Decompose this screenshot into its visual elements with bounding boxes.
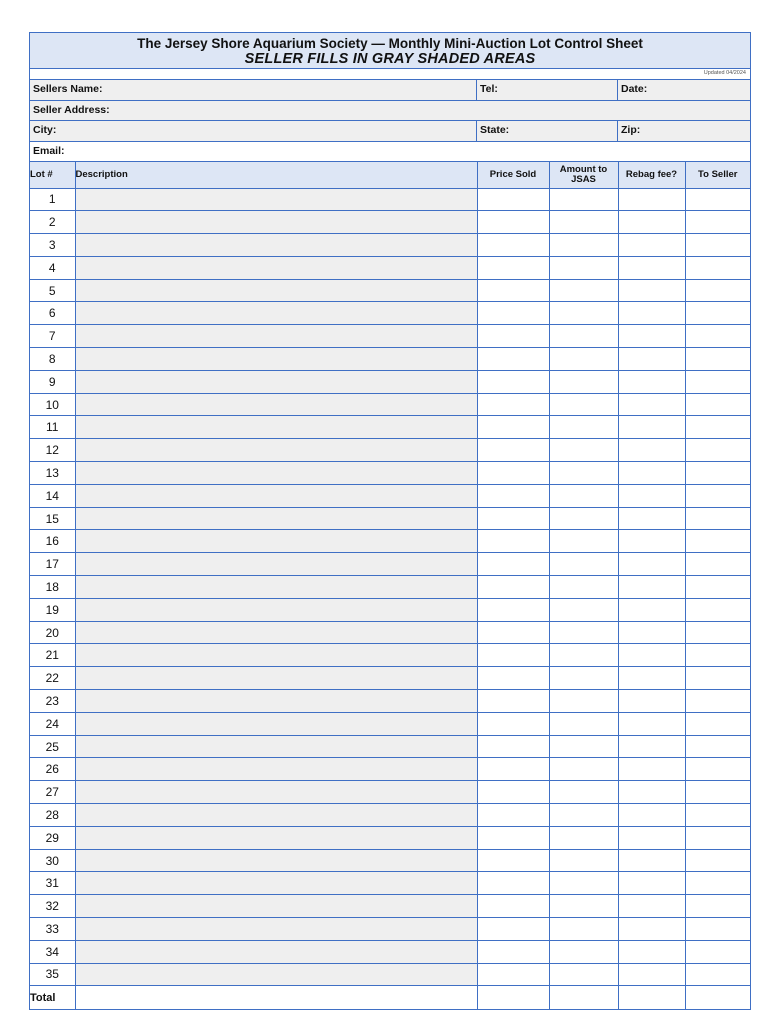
to-seller-cell[interactable] [685,712,750,735]
total-to-seller-cell[interactable] [685,986,750,1009]
description-cell[interactable] [75,211,477,234]
rebag-fee-cell[interactable] [618,234,685,257]
table-row [30,348,750,371]
to-seller-cell[interactable] [685,918,750,941]
price-sold-cell[interactable] [477,918,549,941]
price-sold-cell[interactable] [477,644,549,667]
to-seller-cell[interactable] [685,690,750,713]
amount-to-jsas-cell[interactable] [549,325,618,348]
table-row [30,781,750,804]
table-row [30,325,750,348]
amount-to-jsas-cell[interactable] [549,940,618,963]
rebag-fee-cell[interactable] [618,325,685,348]
description-cell[interactable] [75,758,477,781]
total-row [30,986,750,1009]
price-sold-cell[interactable] [477,940,549,963]
table-row [30,302,750,325]
description-cell[interactable] [75,849,477,872]
description-cell[interactable] [75,781,477,804]
title-block [30,33,750,69]
rebag-fee-cell[interactable] [618,781,685,804]
rebag-fee-cell[interactable] [618,279,685,302]
lot-number-cell: 18 [30,576,75,599]
seller-name-row [30,80,750,101]
price-sold-cell[interactable] [477,667,549,690]
to-seller-cell[interactable] [685,735,750,758]
to-seller-cell[interactable] [685,872,750,895]
rebag-fee-cell[interactable] [618,439,685,462]
table-row [30,895,750,918]
email-row [30,142,750,163]
seller-address-field[interactable]: Seller Address: [33,103,110,116]
lot-number-cell: 33 [30,918,75,941]
rebag-fee-cell[interactable] [618,621,685,644]
table-row [30,279,750,302]
amount-to-jsas-cell[interactable] [549,553,618,576]
price-sold-cell[interactable] [477,553,549,576]
amount-to-jsas-cell[interactable] [549,758,618,781]
rebag-fee-cell[interactable] [618,348,685,371]
city-row [30,121,750,142]
date-field[interactable]: Date: [621,83,648,95]
table-row [30,598,750,621]
description-cell[interactable] [75,302,477,325]
price-sold-cell[interactable] [477,598,549,621]
amount-to-jsas-cell[interactable] [549,484,618,507]
price-sold-cell[interactable] [477,484,549,507]
price-sold-cell[interactable] [477,211,549,234]
description-cell[interactable] [75,234,477,257]
rebag-fee-cell[interactable] [618,484,685,507]
to-seller-cell[interactable] [685,462,750,485]
lot-number-cell: 31 [30,872,75,895]
lot-number-cell: 21 [30,644,75,667]
amount-to-jsas-cell[interactable] [549,439,618,462]
table-row [30,439,750,462]
description-cell[interactable] [75,484,477,507]
description-cell[interactable] [75,507,477,530]
price-sold-cell[interactable] [477,348,549,371]
price-sold-cell[interactable] [477,963,549,986]
lot-number-cell: 28 [30,804,75,827]
lot-number-cell: 13 [30,462,75,485]
amount-to-jsas-cell[interactable] [549,598,618,621]
amount-to-jsas-cell[interactable] [549,804,618,827]
description-cell[interactable] [75,279,477,302]
rebag-fee-cell[interactable] [618,735,685,758]
description-cell[interactable] [75,644,477,667]
tel-field[interactable]: Tel: [477,80,618,100]
total-amount-to-jsas-cell[interactable] [549,986,618,1009]
lot-number-cell: 9 [30,370,75,393]
description-cell[interactable] [75,439,477,462]
amount-to-jsas-cell[interactable] [549,872,618,895]
lot-number-cell: 5 [30,279,75,302]
lot-control-sheet [29,32,751,1010]
rebag-fee-cell[interactable] [618,462,685,485]
to-seller-cell[interactable] [685,256,750,279]
rebag-fee-cell[interactable] [618,849,685,872]
description-cell[interactable] [75,690,477,713]
price-sold-cell[interactable] [477,370,549,393]
col-lot-header: Lot # [30,162,75,188]
lot-number-cell: 25 [30,735,75,758]
price-sold-cell[interactable] [477,325,549,348]
description-cell[interactable] [75,370,477,393]
rebag-fee-cell[interactable] [618,758,685,781]
rebag-fee-cell[interactable] [618,576,685,599]
amount-to-jsas-cell[interactable] [549,279,618,302]
lot-number-cell: 35 [30,963,75,986]
table-row [30,758,750,781]
col-price-sold-header: Price Sold [477,162,549,188]
lots-table [30,162,750,1009]
rebag-fee-cell[interactable] [618,690,685,713]
table-row [30,849,750,872]
price-sold-cell[interactable] [477,188,549,211]
description-cell[interactable] [75,712,477,735]
rebag-fee-cell[interactable] [618,804,685,827]
amount-to-jsas-cell[interactable] [549,826,618,849]
rebag-fee-cell[interactable] [618,598,685,621]
lot-number-cell: 17 [30,553,75,576]
col-amount-to-jsas-header: Amount to JSAS [549,162,618,188]
amount-to-jsas-cell[interactable] [549,348,618,371]
rebag-fee-cell[interactable] [618,188,685,211]
table-row [30,804,750,827]
to-seller-cell[interactable] [685,507,750,530]
price-sold-cell[interactable] [477,416,549,439]
table-row [30,256,750,279]
to-seller-cell[interactable] [685,234,750,257]
amount-to-jsas-cell[interactable] [549,895,618,918]
price-sold-cell[interactable] [477,872,549,895]
table-row [30,872,750,895]
table-row [30,553,750,576]
price-sold-cell[interactable] [477,576,549,599]
updated-note: Updated 04/2024 [703,70,746,76]
to-seller-cell[interactable] [685,621,750,644]
amount-to-jsas-cell[interactable] [549,849,618,872]
description-cell[interactable] [75,462,477,485]
to-seller-cell[interactable] [685,325,750,348]
description-cell[interactable] [75,804,477,827]
amount-to-jsas-cell[interactable] [549,576,618,599]
total-price-sold-cell[interactable] [477,986,549,1009]
price-sold-cell[interactable] [477,758,549,781]
amount-to-jsas-cell[interactable] [549,963,618,986]
price-sold-cell[interactable] [477,690,549,713]
amount-to-jsas-cell[interactable] [549,302,618,325]
rebag-fee-cell[interactable] [618,211,685,234]
lot-number-cell: 24 [30,712,75,735]
state-field[interactable]: State: [477,121,618,141]
price-sold-cell[interactable] [477,462,549,485]
lot-number-cell: 12 [30,439,75,462]
lot-number-cell: 32 [30,895,75,918]
to-seller-cell[interactable] [685,826,750,849]
price-sold-cell[interactable] [477,234,549,257]
email-field[interactable]: Email: [33,144,65,157]
table-row [30,963,750,986]
rebag-fee-cell[interactable] [618,940,685,963]
table-row [30,211,750,234]
lot-number-cell: 14 [30,484,75,507]
description-cell[interactable] [75,256,477,279]
rebag-fee-cell[interactable] [618,393,685,416]
price-sold-cell[interactable] [477,256,549,279]
lot-number-cell: 27 [30,781,75,804]
lot-number-cell: 4 [30,256,75,279]
to-seller-cell[interactable] [685,302,750,325]
price-sold-cell[interactable] [477,279,549,302]
rebag-fee-cell[interactable] [618,667,685,690]
description-cell[interactable] [75,393,477,416]
lot-number-cell: 8 [30,348,75,371]
amount-to-jsas-cell[interactable] [549,667,618,690]
price-sold-cell[interactable] [477,621,549,644]
description-cell[interactable] [75,940,477,963]
description-cell[interactable] [75,735,477,758]
lot-number-cell: 22 [30,667,75,690]
to-seller-cell[interactable] [685,211,750,234]
rebag-fee-cell[interactable] [618,370,685,393]
price-sold-cell[interactable] [477,712,549,735]
rebag-fee-cell[interactable] [618,963,685,986]
amount-to-jsas-cell[interactable] [549,621,618,644]
table-row [30,234,750,257]
price-sold-cell[interactable] [477,302,549,325]
amount-to-jsas-cell[interactable] [549,690,618,713]
description-cell[interactable] [75,918,477,941]
to-seller-cell[interactable] [685,439,750,462]
description-cell[interactable] [75,348,477,371]
amount-to-jsas-cell[interactable] [549,735,618,758]
amount-to-jsas-cell[interactable] [549,234,618,257]
rebag-fee-cell[interactable] [618,918,685,941]
rebag-fee-cell[interactable] [618,644,685,667]
zip-field[interactable]: Zip: [621,124,641,136]
to-seller-cell[interactable] [685,576,750,599]
to-seller-cell[interactable] [685,940,750,963]
table-row [30,826,750,849]
table-row [30,188,750,211]
price-sold-cell[interactable] [477,393,549,416]
description-cell[interactable] [75,667,477,690]
lot-number-cell: 3 [30,234,75,257]
amount-to-jsas-cell[interactable] [549,507,618,530]
rebag-fee-cell[interactable] [618,302,685,325]
rebag-fee-cell[interactable] [618,530,685,553]
rebag-fee-cell[interactable] [618,416,685,439]
to-seller-cell[interactable] [685,963,750,986]
amount-to-jsas-cell[interactable] [549,712,618,735]
city-field[interactable]: City: [30,121,477,141]
table-row [30,576,750,599]
to-seller-cell[interactable] [685,279,750,302]
amount-to-jsas-cell[interactable] [549,918,618,941]
to-seller-cell[interactable] [685,484,750,507]
description-cell[interactable] [75,530,477,553]
sellers-name-field[interactable]: Sellers Name: [30,80,477,100]
lot-number-cell: 10 [30,393,75,416]
description-cell[interactable] [75,188,477,211]
rebag-fee-cell[interactable] [618,826,685,849]
col-rebag-fee-header: Rebag fee? [618,162,685,188]
price-sold-cell[interactable] [477,781,549,804]
rebag-fee-cell[interactable] [618,895,685,918]
table-row [30,667,750,690]
to-seller-cell[interactable] [685,370,750,393]
description-cell[interactable] [75,553,477,576]
price-sold-cell[interactable] [477,439,549,462]
table-row [30,644,750,667]
price-sold-cell[interactable] [477,826,549,849]
price-sold-cell[interactable] [477,804,549,827]
to-seller-cell[interactable] [685,598,750,621]
lot-number-cell: 16 [30,530,75,553]
table-row [30,484,750,507]
to-seller-cell[interactable] [685,393,750,416]
description-cell[interactable] [75,872,477,895]
lot-number-cell: 15 [30,507,75,530]
description-cell[interactable] [75,576,477,599]
to-seller-cell[interactable] [685,781,750,804]
price-sold-cell[interactable] [477,849,549,872]
amount-to-jsas-cell[interactable] [549,530,618,553]
description-cell[interactable] [75,325,477,348]
table-row [30,712,750,735]
table-row [30,918,750,941]
col-description-header: Description [75,162,477,188]
table-row [30,621,750,644]
to-seller-cell[interactable] [685,188,750,211]
total-label: Total [30,986,75,1009]
table-row [30,462,750,485]
table-row [30,416,750,439]
updated-row [30,69,750,80]
lot-number-cell: 34 [30,940,75,963]
table-row [30,393,750,416]
amount-to-jsas-cell[interactable] [549,188,618,211]
lot-number-cell: 29 [30,826,75,849]
description-cell[interactable] [75,598,477,621]
amount-to-jsas-cell[interactable] [549,370,618,393]
lot-number-cell: 23 [30,690,75,713]
seller-address-row [30,101,750,122]
lot-number-cell: 19 [30,598,75,621]
table-row [30,507,750,530]
lot-number-cell: 6 [30,302,75,325]
amount-to-jsas-cell[interactable] [549,781,618,804]
price-sold-cell[interactable] [477,530,549,553]
rebag-fee-cell[interactable] [618,256,685,279]
amount-to-jsas-cell[interactable] [549,416,618,439]
amount-to-jsas-cell[interactable] [549,462,618,485]
rebag-fee-cell[interactable] [618,872,685,895]
amount-to-jsas-cell[interactable] [549,644,618,667]
amount-to-jsas-cell[interactable] [549,256,618,279]
page-title: The Jersey Shore Aquarium Society — Monthly Mini-Auction Lot Control Sheet [137,36,643,51]
to-seller-cell[interactable] [685,530,750,553]
lot-number-cell: 20 [30,621,75,644]
page-subtitle: SELLER FILLS IN GRAY SHADED AREAS [244,51,536,67]
table-row [30,940,750,963]
to-seller-cell[interactable] [685,553,750,576]
table-row [30,735,750,758]
lot-number-cell: 26 [30,758,75,781]
description-cell[interactable] [75,963,477,986]
to-seller-cell[interactable] [685,758,750,781]
total-rebag-fee-cell[interactable] [618,986,685,1009]
amount-to-jsas-cell[interactable] [549,393,618,416]
to-seller-cell[interactable] [685,644,750,667]
price-sold-cell[interactable] [477,735,549,758]
description-cell[interactable] [75,826,477,849]
to-seller-cell[interactable] [685,667,750,690]
lot-number-cell: 7 [30,325,75,348]
description-cell[interactable] [75,416,477,439]
price-sold-cell[interactable] [477,895,549,918]
lot-number-cell: 30 [30,849,75,872]
description-cell[interactable] [75,621,477,644]
table-row [30,690,750,713]
to-seller-cell[interactable] [685,895,750,918]
rebag-fee-cell[interactable] [618,507,685,530]
to-seller-cell[interactable] [685,849,750,872]
table-row [30,370,750,393]
amount-to-jsas-cell[interactable] [549,211,618,234]
to-seller-cell[interactable] [685,804,750,827]
col-to-seller-header: To Seller [685,162,750,188]
rebag-fee-cell[interactable] [618,553,685,576]
to-seller-cell[interactable] [685,416,750,439]
lot-number-cell: 2 [30,211,75,234]
rebag-fee-cell[interactable] [618,712,685,735]
total-description-cell [75,986,477,1009]
table-header-row [30,162,750,188]
to-seller-cell[interactable] [685,348,750,371]
lot-number-cell: 11 [30,416,75,439]
description-cell[interactable] [75,895,477,918]
table-row [30,530,750,553]
lot-number-cell: 1 [30,188,75,211]
price-sold-cell[interactable] [477,507,549,530]
